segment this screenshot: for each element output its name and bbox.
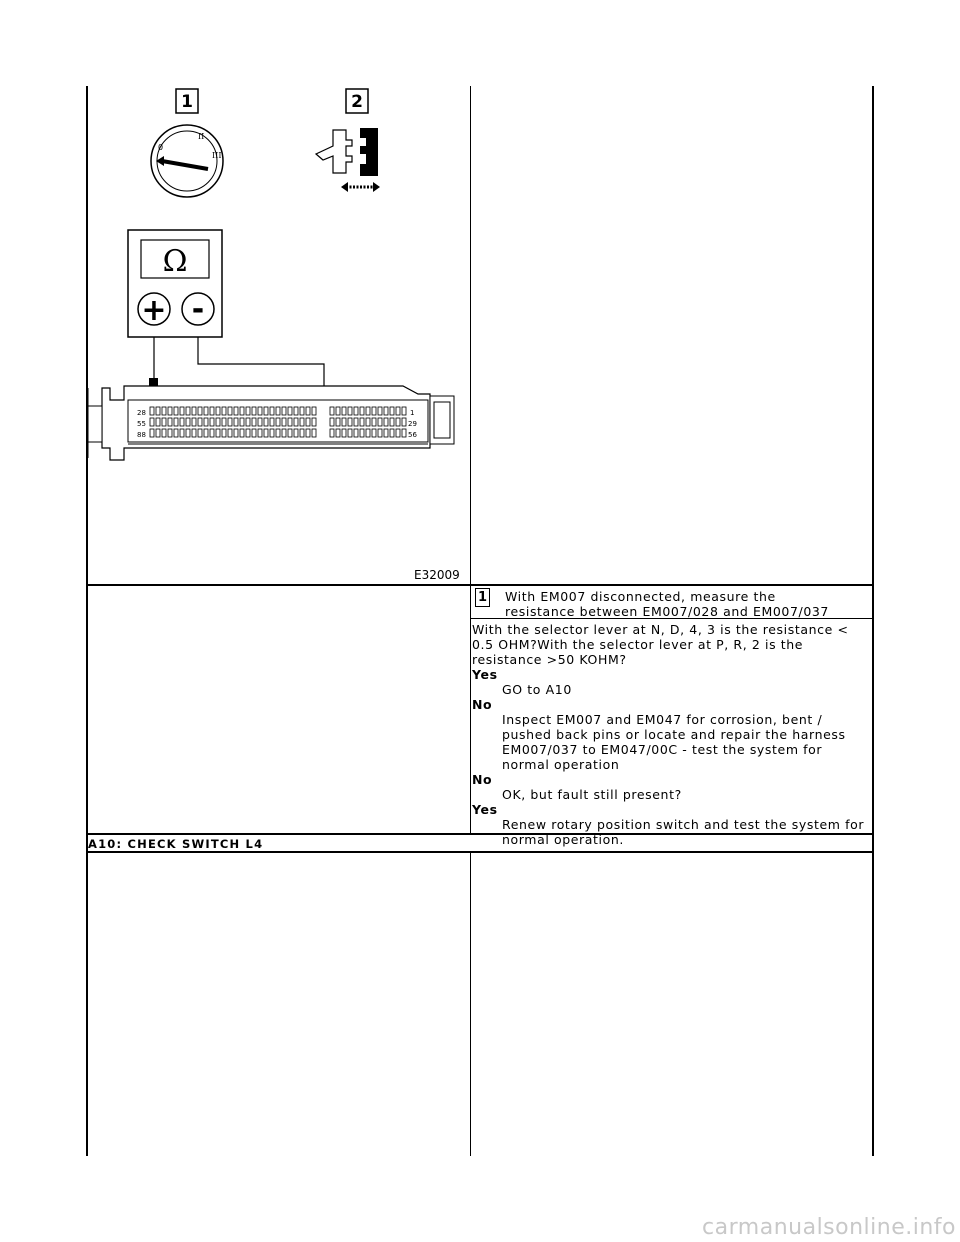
ignition-mark-iii: III	[212, 151, 222, 160]
step-instruction: With EM007 disconnected, measure the resistance between EM007/028 and EM007/037	[505, 589, 829, 619]
pin-label-56: 56	[408, 431, 417, 439]
column-divider-bottom	[470, 853, 471, 1156]
answer-action-4: Renew rotary position switch and test the system for normal operation.	[502, 817, 865, 847]
pin-label-1: 1	[410, 409, 415, 417]
minus-terminal: -	[191, 292, 205, 327]
answer-label-yes-1: Yes	[472, 667, 498, 682]
ignition-mark-0: 0	[158, 143, 164, 152]
figure-id: E32009	[414, 568, 460, 582]
ignition-mark-ii: II	[198, 132, 205, 141]
diagram-figure	[88, 88, 470, 584]
ohm-symbol: Ω	[162, 244, 188, 279]
table-right-border	[872, 86, 874, 1156]
label-1: 1	[181, 92, 193, 112]
plus-terminal: +	[141, 293, 167, 328]
answer-label-no-1: No	[472, 697, 493, 712]
answer-action-2: Inspect EM007 and EM047 for corrosion, bent / pushed back pins or locate and repair the harness EM007/037 to EM047/00C - test the system for normal operation	[502, 712, 846, 772]
answer-action-1: GO to A10	[502, 682, 572, 697]
ignition-switch-icon	[151, 125, 223, 197]
site-watermark: carmanualsonline.info	[702, 1215, 956, 1240]
row-divider-1	[86, 584, 874, 586]
question-block	[472, 622, 867, 847]
question-text: With the selector lever at N, D, 4, 3 is the resistance < 0.5 OHM?With the selector lever at P, R, 2 is the resistance >50 KOHM?	[472, 622, 849, 667]
connector-disconnect-icon	[316, 128, 380, 192]
pin-label-88: 88	[137, 431, 146, 439]
answer-label-no-2: No	[472, 772, 493, 787]
answer-action-3: OK, but fault still present?	[502, 787, 682, 802]
multimeter-icon	[128, 230, 222, 337]
pin-label-29: 29	[408, 420, 417, 428]
column-divider-top	[470, 86, 471, 834]
section-heading: A10: CHECK SWITCH L4	[88, 837, 264, 851]
pin-label-55: 55	[137, 420, 146, 428]
answer-label-yes-2: Yes	[472, 802, 498, 817]
step-number: 1	[475, 588, 490, 607]
label-2: 2	[351, 92, 363, 112]
ecm-connector-icon	[88, 386, 454, 460]
pin-label-28: 28	[137, 409, 146, 417]
